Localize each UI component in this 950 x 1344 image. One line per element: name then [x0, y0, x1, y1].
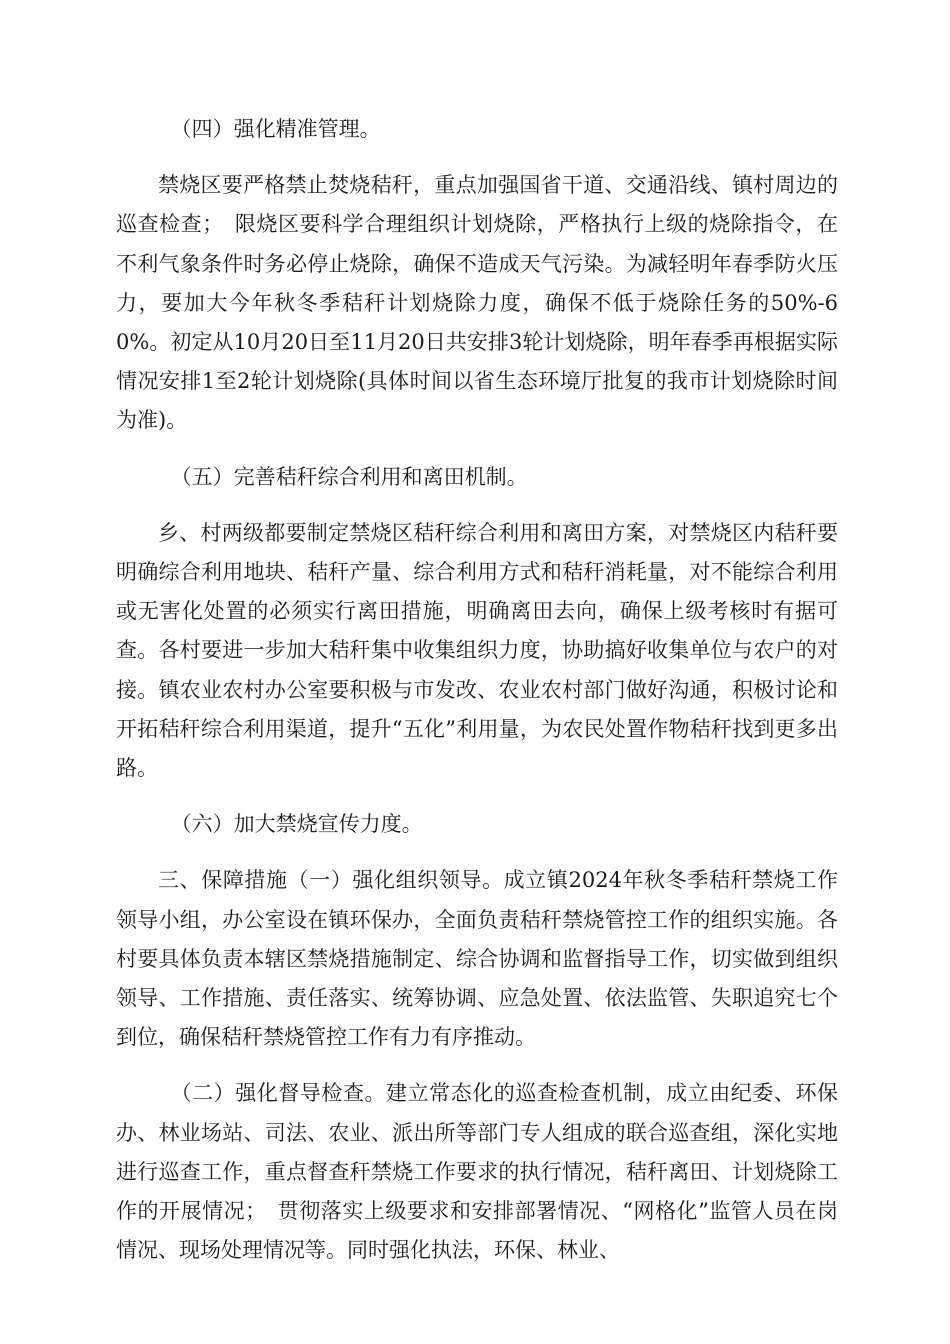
section-heading-4: （四）强化精准管理。 [170, 117, 381, 141]
document-body [116, 110, 838, 1287]
body-paragraph: 乡、村两级都要制定禁烧区秸秆综合利用和离田方案，对禁烧区内秸秆要明确综合利用地块、秸秆产量、综合利用方式和秸秆消耗量，对不能综合利用或无害化处置的必须实行离田措施，明确离田去向，确保上级考核时有据可查。各村要进一步加大秸秆集中收集组织力度，协助搞好收集单位与农户的对接。镇农业农村办公室要积极与市发改、农业农村部门做好沟通，积极讨论和开拓秸秆综合利用渠道，提升“五化”利用量，为农民处置作物秸秆找到更多出路。 [116, 520, 838, 781]
body-paragraph: 三、保障措施（一）强化组织领导。成立镇2024年秋冬季秸秆禁烧工作领导小组，办公室设在镇环保办，全面负责秸秆禁烧管控工作的组织实施。各村要具体负责本辖区禁烧措施制定、综合协调和监督指导工作，切实做到组织领导、工作措施、责任落实、统筹协调、应急处置、依法监管、失职追究七个到位，确保秸秆禁烧管控工作有力有序推动。 [116, 868, 838, 1050]
section-heading-5: （五）完善秸秆综合利用和离田机制。 [170, 464, 528, 489]
body-paragraph: （二）强化督导检查。建立常态化的巡查检查机制，成立由纪委、环保办、林业场站、司法、农业、派出所等部门专人组成的联合巡查组，深化实地进行巡查工作，重点督查秆禁烧工作要求的执行情况，秸秆离田、计划烧除工作的开展情况； 贯彻落实上级要求和安排部署情况、“网格化”监管人员在岗情况、现场处理情况等。同时强化执法，环保、林业、 [116, 1081, 838, 1263]
body-paragraph: 禁烧区要严格禁止焚烧秸秆，重点加强国省干道、交通沿线、镇村周边的巡查检查； 限烧区要科学合理组织计划烧除，严格执行上级的烧除指令，在不利气象条件时务必停止烧除，确保不造成天气污染。为减轻明年春季防火压力，要加大今年秋冬季秸秆计划烧除力度，确保不低于烧除任务的50%-60%。初定从10月20日至11月20日共安排3轮计划烧除，明年春季再根据实际情况安排1至2轮计划烧除(具体时间以省生态环境厅批复的我市计划烧除时间为准)。 [116, 173, 838, 433]
section-heading-6: （六）加大禁烧宣传力度。 [170, 812, 423, 837]
